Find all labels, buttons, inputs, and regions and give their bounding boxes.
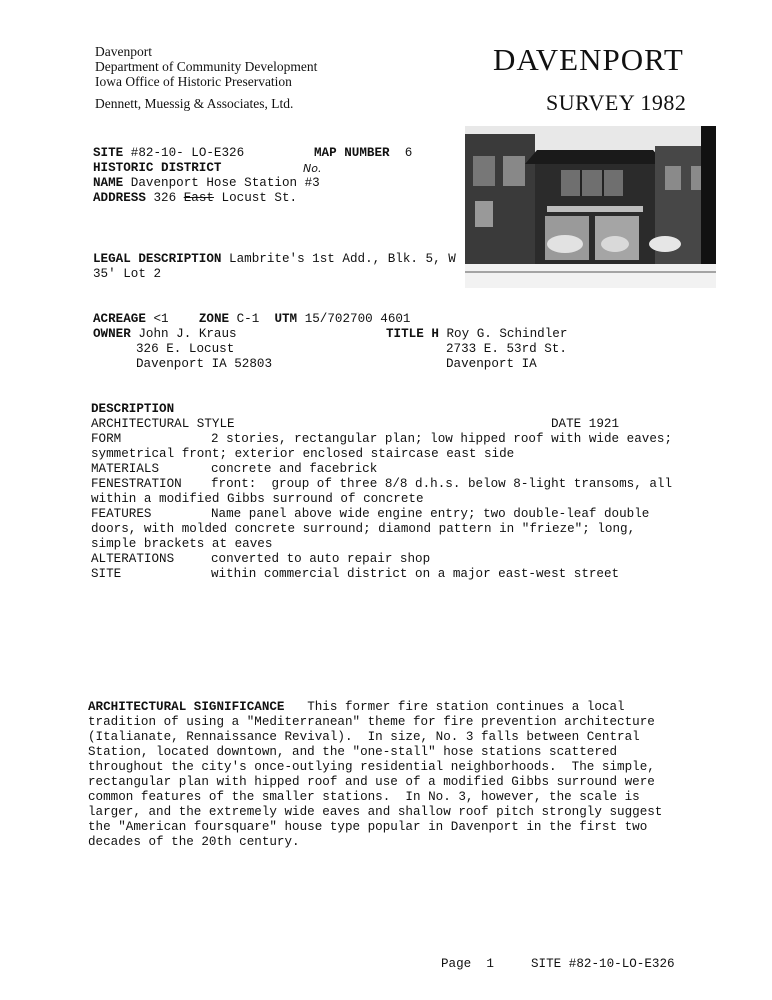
map-number-value: 6 [404,146,413,160]
features-value-line2: doors, with molded concrete surround; diamond pattern in "frieze"; long, [91,522,636,536]
title-holder-city: Davenport IA [446,357,537,371]
architectural-style-label: ARCHITECTURAL STYLE [91,417,235,431]
page-title: DAVENPORT [493,42,684,77]
page-indicator [441,957,494,972]
legal-description-label: LEGAL DESCRIPTION [93,252,222,266]
utm-label: UTM [274,312,298,326]
legal-description-value: Lambrite's 1st Add., Blk. 5, W [229,252,456,266]
form-label: FORM [91,432,122,446]
significance-line2: tradition of using a "Mediterranean" theme for fire prevention architecture [88,715,655,729]
building-photo [465,126,716,288]
significance-line6: rectangular plan with hipped roof and use of a modified Gibbs surround were [88,775,655,789]
site-value: #82-10- LO-E326 [130,146,245,160]
significance-line7: common features of the smaller stations. In No. 3, however, the scale is [88,790,640,804]
significance-label: ARCHITECTURAL SIGNIFICANCE [88,700,285,714]
owner-city: Davenport IA 52803 [136,357,273,371]
fenestration-label: FENESTRATION [91,477,182,491]
site-description-value: within commercial district on a major east-west street [211,567,620,581]
significance-line10: decades of the 20th century. [88,835,300,849]
site-label: SITE [93,146,124,160]
title-holder-line [386,327,567,342]
owner-line [93,327,237,342]
fenestration-value-line1: front: group of three 8/8 d.h.s. below 8-light transoms, all [211,477,673,491]
significance-line9: the "American foursquare" house type popular in Davenport in the first two [88,820,648,834]
org-line-department: Department of Community Development [95,59,318,74]
page-label: Page [441,957,472,971]
owner-name: John J. Kraus [138,327,237,341]
zone-value: C-1 [236,312,260,326]
name-value: Davenport Hose Station #3 [130,176,320,190]
date-label: DATE [551,417,582,431]
significance-line8: larger, and the extremely wide eaves and shallow roof pitch strongly suggest [88,805,663,819]
zone-label: ZONE [198,312,230,326]
page-number: 1 [486,957,494,971]
acreage-line [93,312,411,327]
features-value-line3: simple brackets at eaves [91,537,273,551]
name-line [93,176,320,191]
alterations-label: ALTERATIONS [91,552,175,566]
address-number: 326 [153,191,177,205]
address-struck-word: East [183,191,214,205]
acreage-label: ACREAGE [93,312,146,326]
form-value-line2: symmetrical front; exterior enclosed staircase east side [91,447,515,461]
name-label: NAME [93,176,124,190]
address-line [93,191,297,206]
legal-description-line2: 35' Lot 2 [93,267,162,281]
description-heading: DESCRIPTION [91,402,175,416]
site-line [93,146,244,161]
form-value-line1: 2 stories, rectangular plan; low hipped roof with wide eaves; [211,432,673,446]
significance-line3: (Italianate, Rennaissance Revival). In size, No. 3 falls between Central [88,730,640,744]
map-number-line [314,146,412,161]
materials-value: concrete and facebrick [211,462,378,476]
hose-station-photo-graphic [465,126,716,288]
significance-line5: throughout the city's once-outlying residential neighborhoods. The simple, [88,760,655,774]
features-value-line1: Name panel above wide engine entry; two double-leaf double [211,507,650,521]
address-street: Locust St. [221,191,298,205]
date-line [551,417,619,432]
features-label: FEATURES [91,507,152,521]
footer-site-reference: SITE #82-10-LO-E326 [531,957,675,971]
materials-label: MATERIALS [91,462,160,476]
organization-block [95,44,317,89]
owner-street: 326 E. Locust [136,342,235,356]
map-number-label: MAP NUMBER [314,146,390,160]
historic-district-value: No. [303,162,322,175]
title-holder-label: TITLE H [386,327,439,341]
significance-line1 [88,700,625,715]
acreage-value: <1 [153,312,169,326]
significance-text-0: This former fire station continues a local [307,700,625,714]
firm-name: Dennett, Muessig & Associates, Ltd. [95,96,294,111]
org-line-city: Davenport [95,44,152,59]
address-label: ADDRESS [93,191,146,205]
org-line-office: Iowa Office of Historic Preservation [95,74,292,89]
owner-label: OWNER [93,327,131,341]
site-description-label: SITE [91,567,122,581]
fenestration-value-line2: within a modified Gibbs surround of concrete [91,492,424,506]
significance-line4: Station, located downtown, and the "one-stall" hose stations scattered [88,745,618,759]
date-value: 1921 [588,417,620,431]
legal-description-line1 [93,252,456,267]
utm-value: 15/702700 4601 [304,312,411,326]
title-holder-street: 2733 E. 53rd St. [446,342,567,356]
page-subtitle: SURVEY 1982 [546,90,687,115]
title-holder-name: Roy G. Schindler [446,327,568,341]
historic-district-label: HISTORIC DISTRICT [93,161,222,175]
alterations-value: converted to auto repair shop [211,552,431,566]
